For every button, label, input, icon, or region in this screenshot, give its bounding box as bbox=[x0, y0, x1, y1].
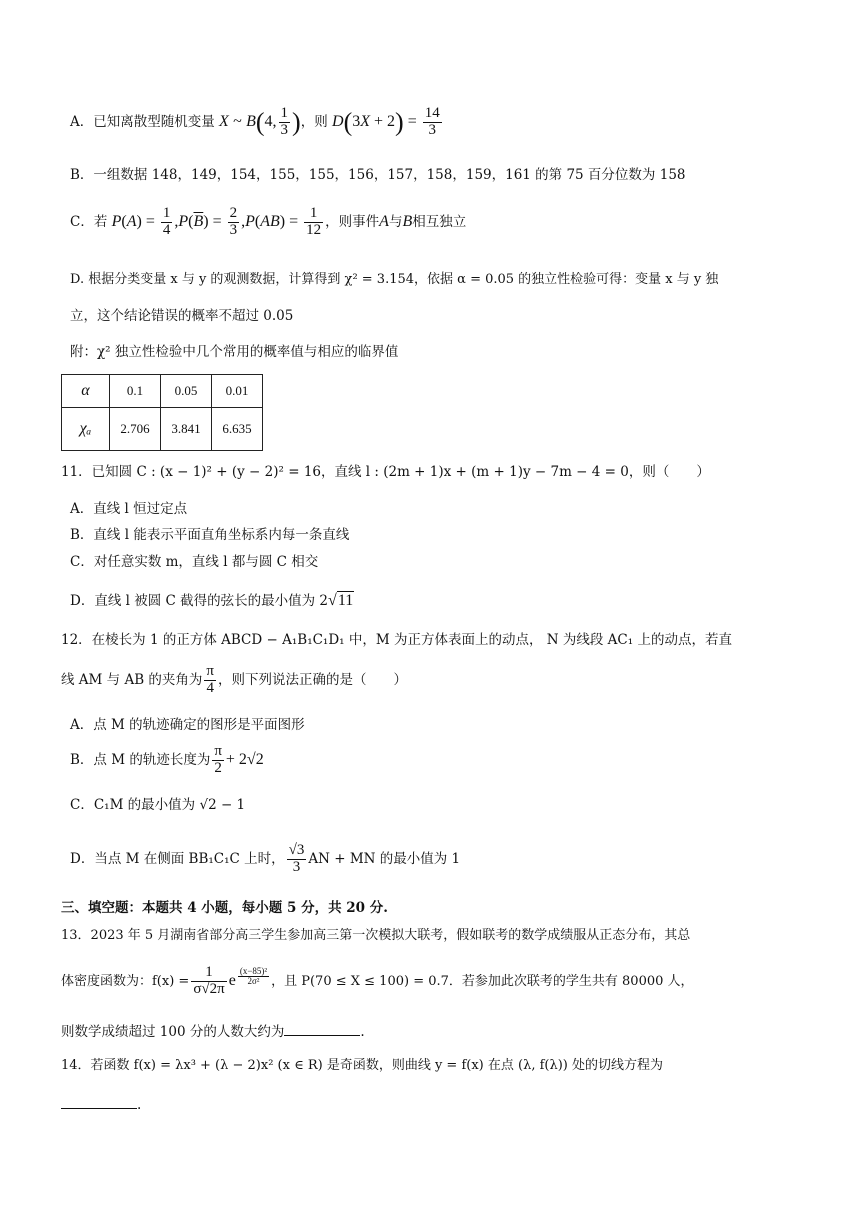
critical-value-table bbox=[61, 374, 263, 451]
q13-line2-post: ，且 P(70 ≤ X ≤ 100) = 0.7．若参加此次联考的学生共有 80000 人， bbox=[271, 973, 694, 989]
q13-line2: 体密度函数为：f(x) = $\frac{1}{\sigma√2\pi}$ e $^{\frac{\text{(x−85)²}}{\text{2σ²}}}$ ，且 P(70 ≤ X ≤ 100) = 0.7．若参加此次联考的学生共有 80000 人， bbox=[61, 964, 694, 997]
section-title: 三、填空题：本题共 4 小题，每小题 5 分，共 20 分. bbox=[61, 900, 388, 916]
table-cell: 0.1 bbox=[110, 375, 161, 408]
table-cell: 0.05 bbox=[161, 375, 212, 408]
event-a: A bbox=[379, 212, 389, 230]
table-cell: 6.635 bbox=[212, 408, 263, 451]
exponent-numerator: (x−85)² bbox=[239, 965, 268, 976]
q13-line3-text: 则数学成绩超过 100 分的人数大约为 bbox=[61, 1024, 285, 1040]
q11-option-c: C．对任意实数 m，直线 l 都与圆 C 相交 bbox=[70, 554, 319, 570]
table-cell: 3.841 bbox=[161, 408, 212, 451]
q10-option-d-line1: D. 根据分类变量 x 与 y 的观测数据，计算得到 χ² = 3.154，依据 α = 0.05 的独立性检验可得：变量 x 与 y 独 bbox=[70, 272, 719, 287]
q12-stem-line1: 12．在棱长为 1 的正方体 ABCD − A₁B₁C₁D₁ 中，M 为正方体表面上的动点， N 为线段 AC₁ 上的动点，若直 bbox=[61, 632, 732, 648]
q11-d-root: 11 bbox=[337, 592, 354, 609]
q11-option-d: D．直线 l 被圆 C 截得的弦长的最小值为 2√11 bbox=[70, 592, 354, 609]
q11-stem: 11．已知圆 C : (x − 1)² + (y − 2)² = 16，直线 l : (2m + 1)x + (m + 1)y − 7m − 4 = 0，则（ ） bbox=[61, 464, 710, 480]
q12-option-c: C．C₁M 的最小值为 √2 − 1 bbox=[70, 797, 246, 813]
four-denominator: 4 bbox=[206, 679, 214, 696]
table-row bbox=[62, 375, 263, 408]
option-a-suffix: ，则 bbox=[300, 113, 328, 130]
q10-option-b: B．一组数据 148，149，154，155，155，156，157，158，159，161 的第 75 百分位数为 158 bbox=[70, 167, 686, 183]
answer-blank[interactable] bbox=[61, 1094, 137, 1109]
option-c-label: C．若 bbox=[70, 213, 108, 230]
q12-b-label: B．点 M 的轨迹长度为 bbox=[70, 751, 211, 768]
sqrt3-numerator: √3 bbox=[288, 842, 305, 858]
q10-option-a: A．已知离散型随机变量 X ~ B(4, $\frac{1}{3}$ )，则 D(3X + 2) = $\frac{14}{3}$ bbox=[70, 105, 440, 138]
q12-stem2-pre: 线 AM 与 AB 的夹角为 bbox=[61, 671, 203, 688]
event-b: B bbox=[402, 212, 413, 230]
q11-option-b: B．直线 l 能表示平面直角坐标系内每一条直线 bbox=[70, 527, 350, 543]
q13-line1: 13．2023 年 5 月湖南省部分高三学生参加高三第一次模拟大联考，假如联考的数学成绩服从正态分布，其总 bbox=[61, 928, 691, 943]
q12-b-tail: + 2√2 bbox=[225, 750, 264, 768]
one-numerator: 1 bbox=[191, 965, 226, 982]
option-a-label: A．已知离散型随机变量 bbox=[70, 113, 215, 130]
q12-stem-line2 bbox=[61, 664, 800, 697]
q11-d-label: D．直线 l 被圆 C 截得的弦长的最小值为 2 bbox=[70, 593, 329, 609]
q10-option-d-line2: 立，这个结论错误的概率不超过 0.05 bbox=[70, 308, 294, 324]
pi-numerator: π bbox=[214, 743, 222, 759]
q12-stem2-post: ，则下列说法正确的是（ ） bbox=[218, 671, 407, 688]
exponent-denominator: 2σ² bbox=[247, 976, 260, 987]
table-head-alpha: α bbox=[62, 375, 110, 408]
table-row bbox=[62, 408, 263, 451]
q12-d-label: D．当点 M 在侧面 BB₁C₁C 上时， bbox=[70, 850, 285, 867]
answer-blank[interactable] bbox=[284, 1021, 360, 1036]
q13-line3: 则数学成绩超过 100 分的人数大约为 . bbox=[61, 1021, 800, 1040]
table-cell: 2.706 bbox=[110, 408, 161, 451]
q14-line1: 14．若函数 f(x) = λx³ + (λ − 2)x² (x ∈ R) 是奇函数，则曲线 y = f(x) 在点 (λ, f(λ)) 处的切线方程为 bbox=[61, 1058, 663, 1073]
table-cell: 0.01 bbox=[212, 375, 263, 408]
option-c-mid: 与 bbox=[388, 213, 403, 230]
q12-option-a: A．点 M 的轨迹确定的图形是平面图形 bbox=[70, 717, 305, 733]
pi-numerator: π bbox=[206, 663, 214, 679]
q12-option-b bbox=[70, 744, 800, 777]
q12-option-d bbox=[70, 843, 800, 876]
three-denominator: 3 bbox=[292, 858, 301, 875]
option-c-tail: 相互独立 bbox=[412, 213, 467, 230]
q10-option-c: C．若 P(A) = $\frac{1}{4}$ $,P(\overline{B})$ = $\frac{2}{3}$ ,P(AB) = $\frac{1}{12}$ ，则事件A与B相互独立 bbox=[70, 205, 467, 238]
q11-option-a: A．直线 l 恒过定点 bbox=[70, 501, 188, 517]
option-c-suffix: ，则事件 bbox=[325, 213, 380, 230]
sigma-denominator: σ√2π bbox=[193, 980, 225, 997]
table-head-chi: χₐ bbox=[62, 408, 110, 451]
q14-line2: . bbox=[61, 1094, 800, 1113]
q13-line2-pre: 体密度函数为：f(x) = bbox=[61, 973, 190, 989]
q12-d-tail: AN + MN 的最小值为 1 bbox=[308, 850, 461, 867]
two-denominator: 2 bbox=[214, 759, 222, 776]
appendix-note: 附：χ² 独立性检验中几个常用的概率值与相应的临界值 bbox=[70, 344, 399, 360]
